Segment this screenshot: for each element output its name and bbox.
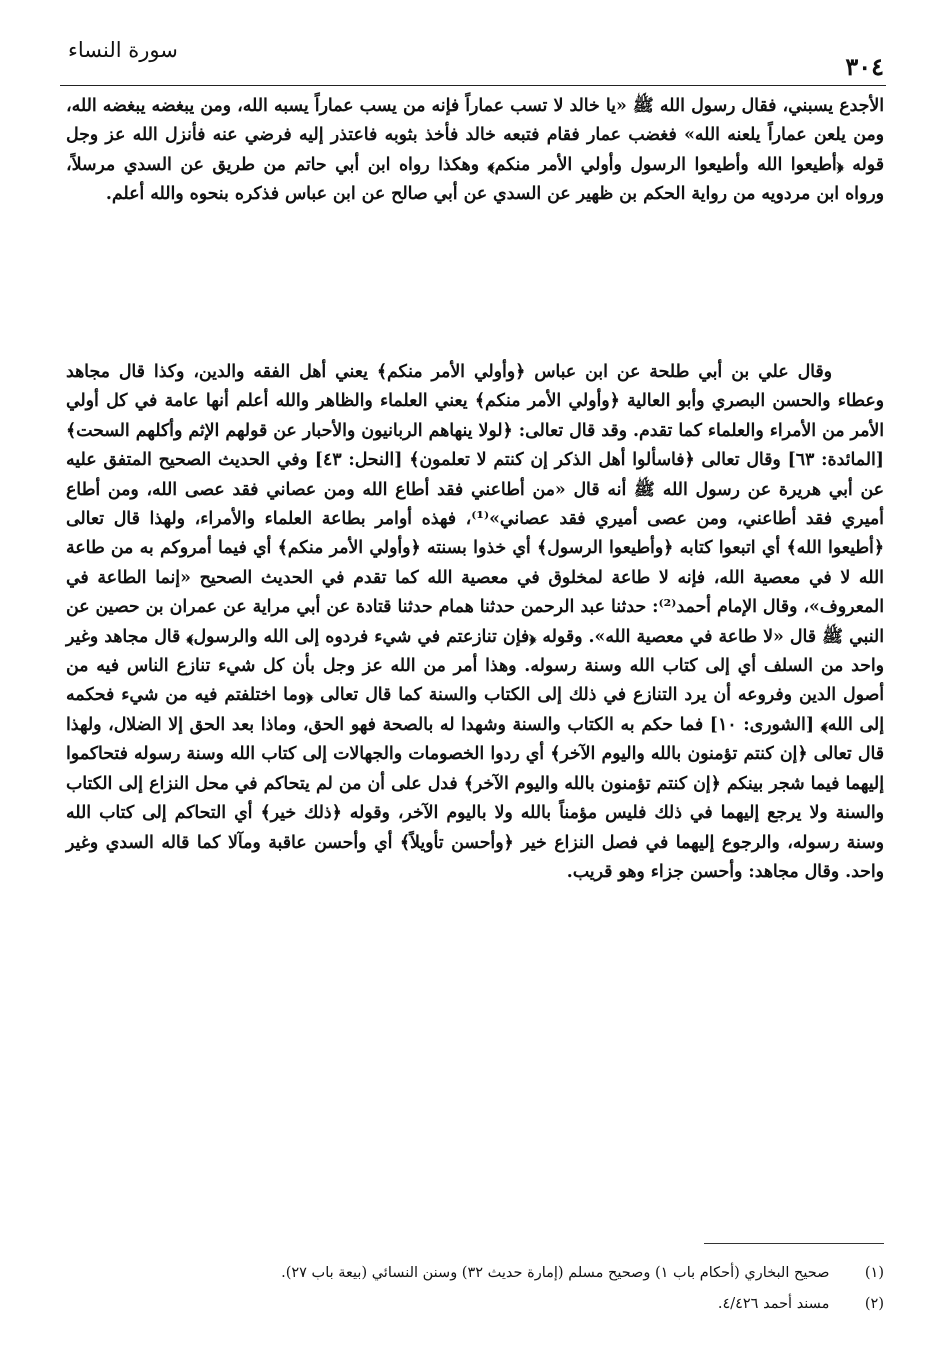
paragraph-main: وقال علي بن أبي طلحة عن ابن عباس ﴿وأولي الأمر منكم﴾ يعني أهل الفقه والدين، وكذا قال مجاهد وعطاء والحسن البصري وأبو العالية ﴿وأولي الأمر منكم﴾ يعني العلماء والظاهر والله أعلم أنها عامة في كل أولي الأمر من الأمراء والعلماء كما تقدم. وقد قال تعالى: ﴿لولا ينهاهم الربانيون والأحبار عن قولهم الإثم وأكلهم السحت﴾ [المائدة: ٦٣] وقال تعالى ﴿فاسألوا أهل الذكر إن كنتم لا تعلمون﴾ [النحل: ٤٣] وفي الحديث الصحيح المتفق عليه عن أبي هريرة عن رسول الله ﷺ أنه قال «من أطاعني فقد أطاع الله ومن عصاني فقد عصى الله، ومن أطاع أميري فقد أطاعني، ومن عصى أميري فقد عصاني»⁽¹⁾، فهذه أوامر بطاعة العلماء والأمراء، ولهذا قال تعالى ﴿أطيعوا الله﴾ أي اتبعوا كتابه ﴿وأطيعوا الرسول﴾ أي خذوا بسنته ﴿وأولي الأمر منكم﴾ أي فيما أمروكم به من طاعة الله لا في معصية الله، فإنه لا طاعة لمخلوق في معصية الله كما تقدم في الحديث الصحيح «إنما الطاعة في المعروف»، وقال الإمام أحمد⁽²⁾: حدثنا عبد الرحمن حدثنا همام حدثنا قتادة عن أبي مراية عن عمران بن حصين عن النبي ﷺ قال «لا طاعة في معصية الله». وقوله ﴿فإن تنازعتم في شيء فردوه إلى الله والرسول﴾ قال مجاهد وغير واحد من السلف أي إلى كتاب الله وسنة رسوله. وهذا أمر من الله عز وجل بأن كل شيء تنازع الناس فيه من أصول الدين وفروعه أن يرد التنازع في ذلك إلى الكتاب والسنة كما قال تعالى ﴿وما اختلفتم فيه من شيء فحكمه إلى الله﴾ [الشورى: ١٠] فما حكم به الكتاب والسنة وشهدا له بالصحة فهو الحق، وماذا بعد الحق إلا الضلال، ولهذا قال تعالى ﴿إن كنتم تؤمنون بالله واليوم الآخر﴾ أي ردوا الخصومات والجهالات إلى كتاب الله وسنة رسوله فتحاكموا إليهما فيما شجر بينكم ﴿إن كنتم تؤمنون بالله واليوم الآخر﴾ فدل على أن من لم يتحاكم في محل النزاع إلى الكتاب والسنة ولا يرجع إليهما في ذلك فليس مؤمناً بالله ولا باليوم الآخر، وقوله ﴿ذلك خير﴾ أي التحاكم إلى كتاب الله وسنة رسوله، والرجوع إليهما في فصل النزاع خير ﴿وأحسن تأويلاً﴾ أي وأحسن عاقبة ومآلا كما قاله السدي وغير واحد. وقال مجاهد: وأحسن جزاء وهو قريب. <box>66 362 884 882</box>
footnote-2 <box>66 1289 884 1320</box>
footnote-divider <box>704 1243 884 1244</box>
page-number: ٣٠٤ <box>845 52 884 81</box>
footnote-text: مسند أحمد ٤/٤٢٦. <box>717 1296 830 1312</box>
footnote-text: صحيح البخاري (أحكام باب ١) وصحيح مسلم (إمارة حديث ٣٢) وسنن النسائي (بيعة باب ٢٧). <box>281 1265 830 1281</box>
footnote-number: (٢) <box>864 1296 884 1312</box>
footnote-1 <box>66 1258 884 1289</box>
paragraph-continued: الأجدع يسبني، فقال رسول الله ﷺ «يا خالد لا تسب عماراً فإنه من يسب عماراً يسبه الله، ومن يبغضه يبغضه الله، ومن يلعن عماراً يلعنه الله» فغضب عمار فقام فتبعه خالد فأخذ بثوبه فاعتذر إليه فرضي عنه فأنزل الله عز وجل قوله ﴿أطيعوا الله وأطيعوا الرسول وأولي الأمر منكم﴾ وهكذا رواه ابن أبي حاتم من طريق عن السدي مرسلاً، ورواه ابن مردويه من رواية الحكم بن ظهير عن السدي عن أبي صالح عن ابن عباس فذكره بنحوه والله أعلم. <box>66 96 884 205</box>
header-divider <box>60 85 886 86</box>
footnotes <box>66 1258 884 1320</box>
footnote-number: (١) <box>864 1265 884 1281</box>
page-header <box>68 38 884 88</box>
surah-title: سورة النساء <box>68 38 178 62</box>
